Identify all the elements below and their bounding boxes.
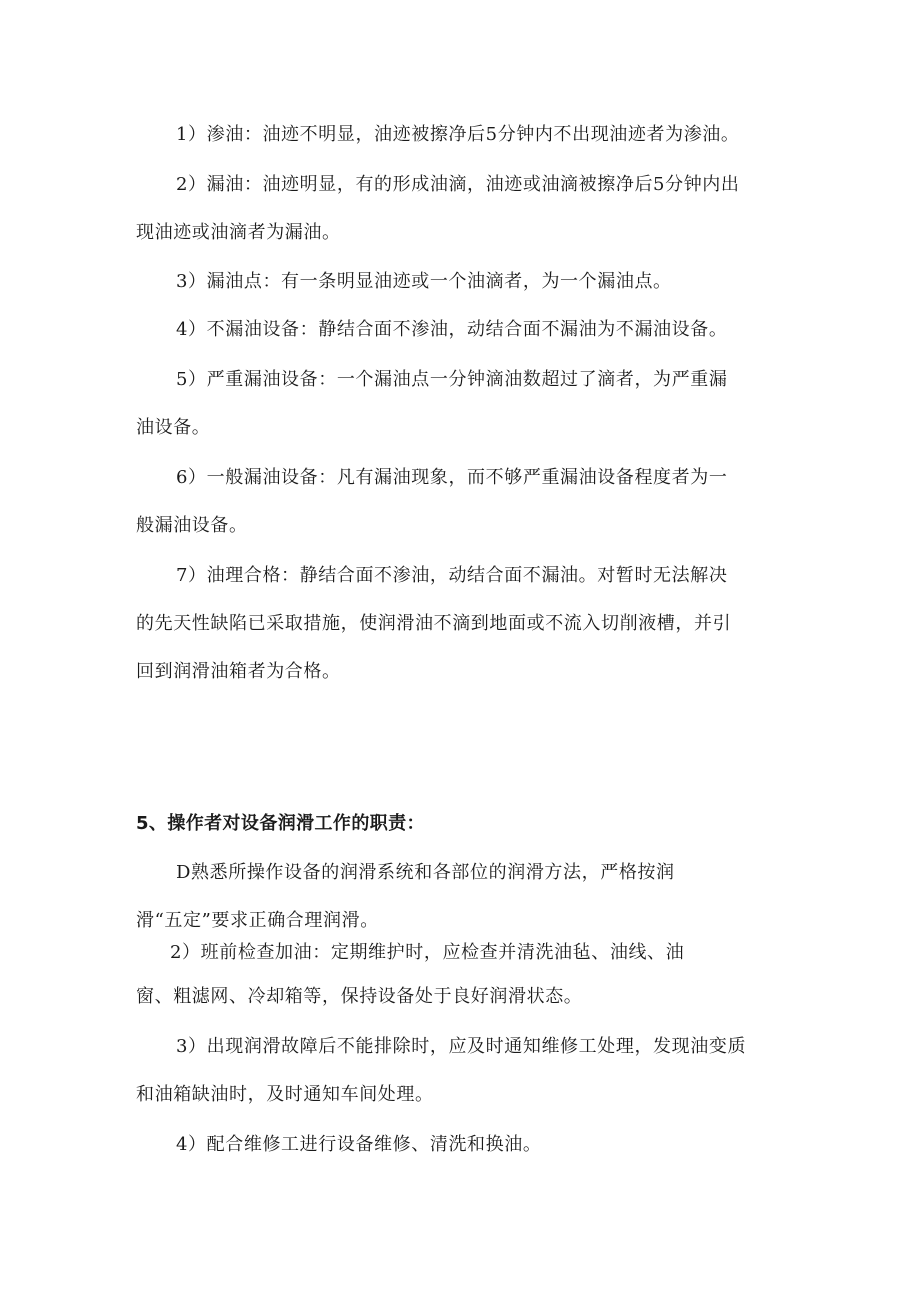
duty-4-line-1: 4）配合维修工进行设备维修、清洗和换油。 — [176, 1134, 542, 1155]
definition-3-line-1: 3）漏油点：有一条明显油迹或一个油滴者，为一个漏油点。 — [176, 271, 672, 292]
definition-7-line-3: 回到润滑油箱者为合格。 — [136, 661, 341, 682]
definition-5-line-1: 5）严重漏油设备：一个漏油点一分钟滴油数超过了滴者，为严重漏 — [176, 369, 728, 390]
definition-4-line-1: 4）不漏油设备：静结合面不渗油，动结合面不漏油为不漏油设备。 — [176, 319, 728, 340]
duty-3-line-2: 和油箱缺油时，及时通知车间处理。 — [136, 1084, 434, 1105]
definition-2-line-2: 现油迹或油滴者为漏油。 — [136, 222, 341, 243]
definition-5-line-2: 油设备。 — [136, 417, 211, 438]
definition-1-line-1: 1）渗油：油迹不明显，油迹被擦净后5分钟内不出现油迹者为渗油。 — [176, 124, 740, 145]
duty-1-line-1: D熟悉所操作设备的润滑系统和各部位的润滑方法，严格按润 — [176, 862, 675, 883]
definition-6-line-1: 6）一般漏油设备：凡有漏油现象，而不够严重漏油设备程度者为一 — [176, 467, 728, 488]
duty-1-line-2: 滑“五定”要求正确合理润滑。 — [136, 910, 379, 931]
definition-2-line-1: 2）漏油：油迹明显，有的形成油滴，油迹或油滴被擦净后5分钟内出 — [176, 174, 740, 195]
section-heading: 5、操作者对设备润滑工作的职责： — [136, 813, 425, 834]
definition-7-line-2: 的先天性缺陷已采取措施，使润滑油不滴到地面或不流入切削液槽，并引 — [136, 613, 732, 634]
duty-2-line-1: 2）班前检查加油：定期维护时，应检查并清洗油毡、油线、油 — [170, 942, 685, 963]
duty-2-line-2: 窗、粗滤网、冷却箱等，保持设备处于良好润滑状态。 — [136, 986, 583, 1007]
definition-7-line-1: 7）油理合格：静结合面不渗油，动结合面不漏油。对暂时无法解决 — [176, 565, 728, 586]
definition-6-line-2: 般漏油设备。 — [136, 515, 248, 536]
duty-3-line-1: 3）出现润滑故障后不能排除时，应及时通知维修工处理，发现油变质 — [176, 1036, 747, 1057]
